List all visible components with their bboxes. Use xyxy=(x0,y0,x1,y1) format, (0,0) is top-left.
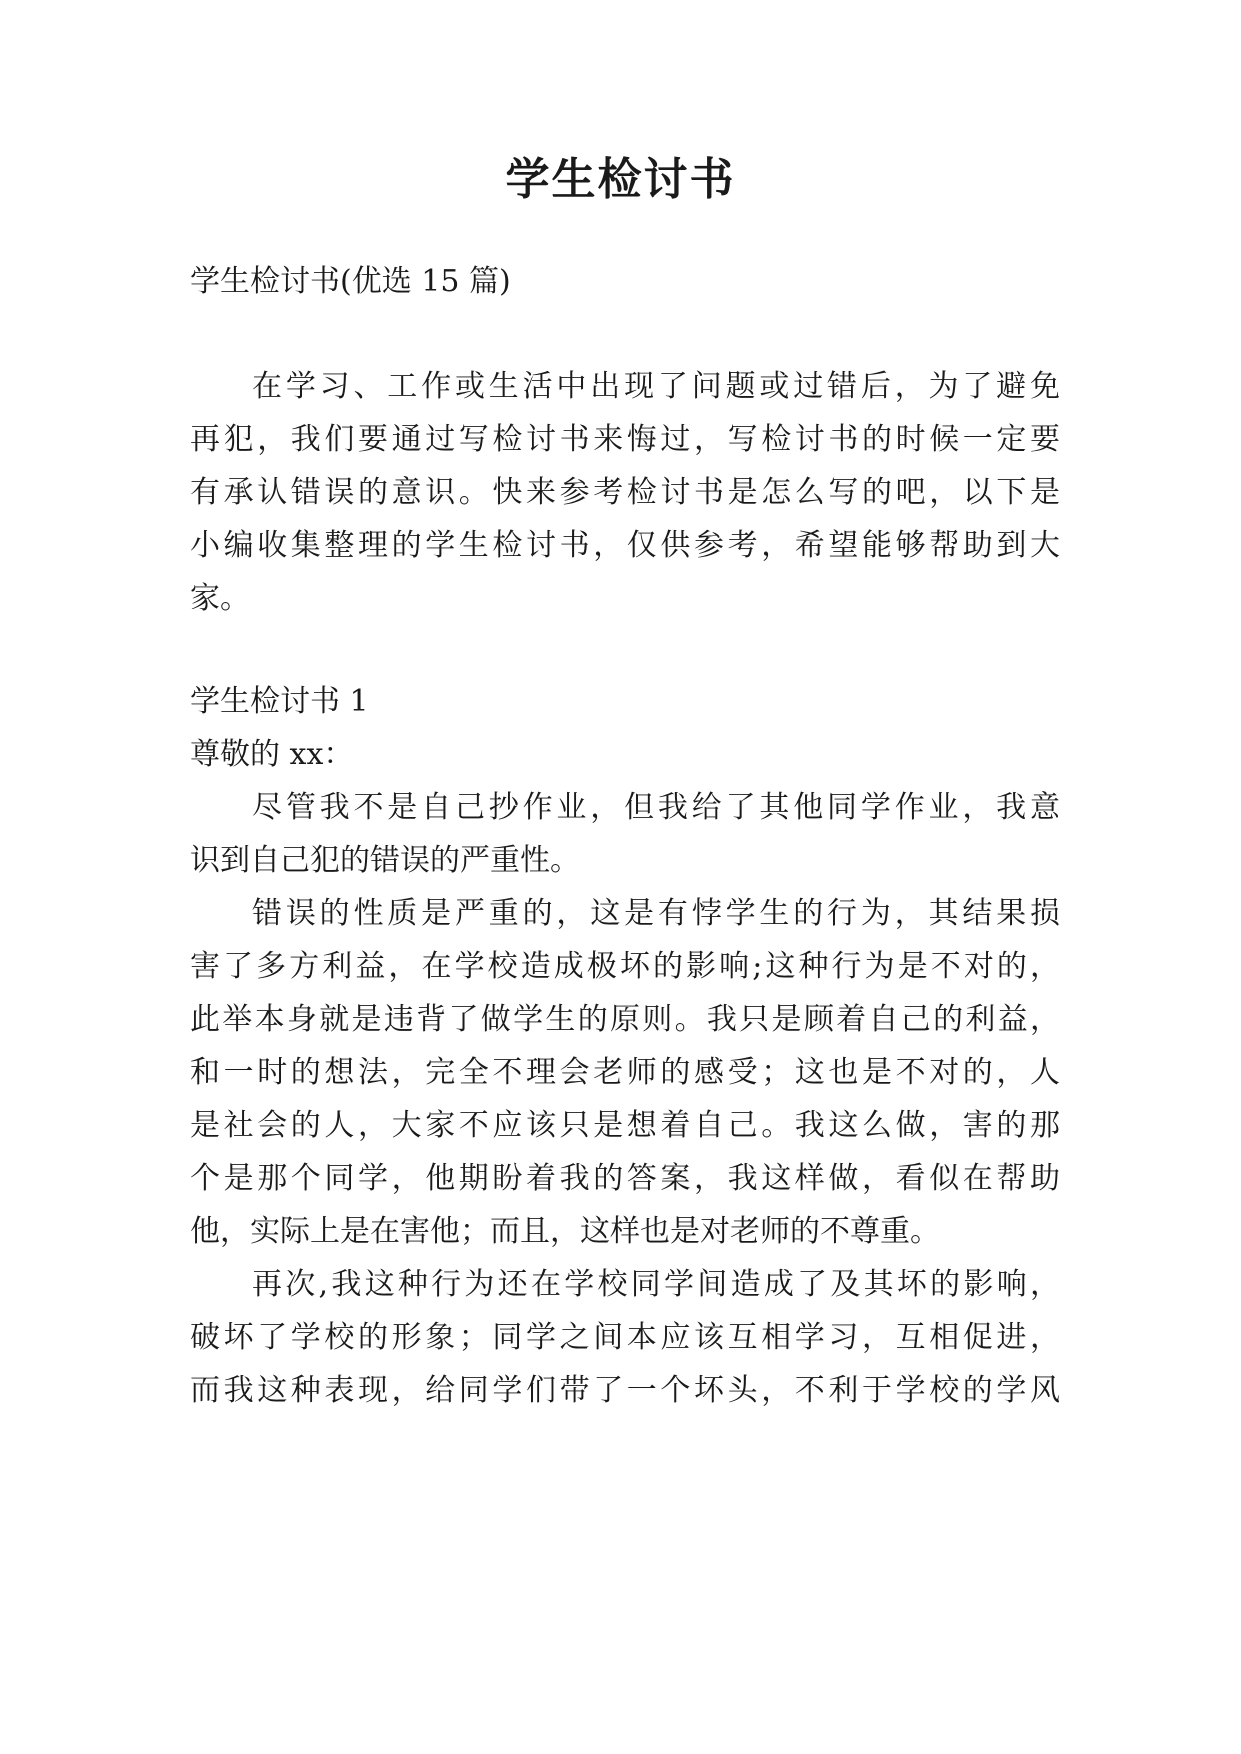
intro-line: 再犯，我们要通过写检讨书来悔过，写检讨书的时候一定要 xyxy=(190,422,1060,457)
intro-line: 小编收集整理的学生检讨书，仅供参考，希望能够帮助到大 xyxy=(190,528,1060,563)
body-line: 再次,我这种行为还在学校同学间造成了及其坏的影响， xyxy=(252,1267,1060,1302)
body-line: 是社会的人，大家不应该只是想着自己。我这么做，害的那 xyxy=(190,1108,1060,1143)
document-title: 学生检讨书 xyxy=(505,154,736,205)
section-heading: 学生检讨书 1 xyxy=(190,684,369,719)
body-line: 识到自己犯的错误的严重性。 xyxy=(190,843,580,878)
intro-line: 有承认错误的意识。快来参考检讨书是怎么写的吧，以下是 xyxy=(190,475,1060,510)
body-line: 而我这种表现，给同学们带了一个坏头，不利于学校的学风 xyxy=(190,1373,1060,1408)
body-line: 尽管我不是自己抄作业，但我给了其他同学作业，我意 xyxy=(252,790,1060,825)
body-line: 此举本身就是违背了做学生的原则。我只是顾着自己的利益， xyxy=(190,1002,1060,1037)
body-line: 破坏了学校的形象；同学之间本应该互相学习，互相促进， xyxy=(190,1320,1060,1355)
intro-line: 家。 xyxy=(190,581,250,616)
body-line: 个是那个同学，他期盼着我的答案，我这样做，看似在帮助 xyxy=(190,1161,1060,1196)
body-line: 他，实际上是在害他；而且，这样也是对老师的不尊重。 xyxy=(190,1214,940,1249)
body-line: 害了多方利益，在学校造成极坏的影响;这种行为是不对的， xyxy=(190,949,1060,984)
salutation: 尊敬的 xx： xyxy=(190,737,354,772)
body-line: 错误的性质是严重的，这是有悖学生的行为，其结果损 xyxy=(252,896,1060,931)
body-line: 和一时的想法，完全不理会老师的感受；这也是不对的，人 xyxy=(190,1055,1060,1090)
document-subtitle: 学生检讨书(优选 15 篇) xyxy=(190,264,511,299)
intro-line: 在学习、工作或生活中出现了问题或过错后，为了避免 xyxy=(252,369,1060,404)
